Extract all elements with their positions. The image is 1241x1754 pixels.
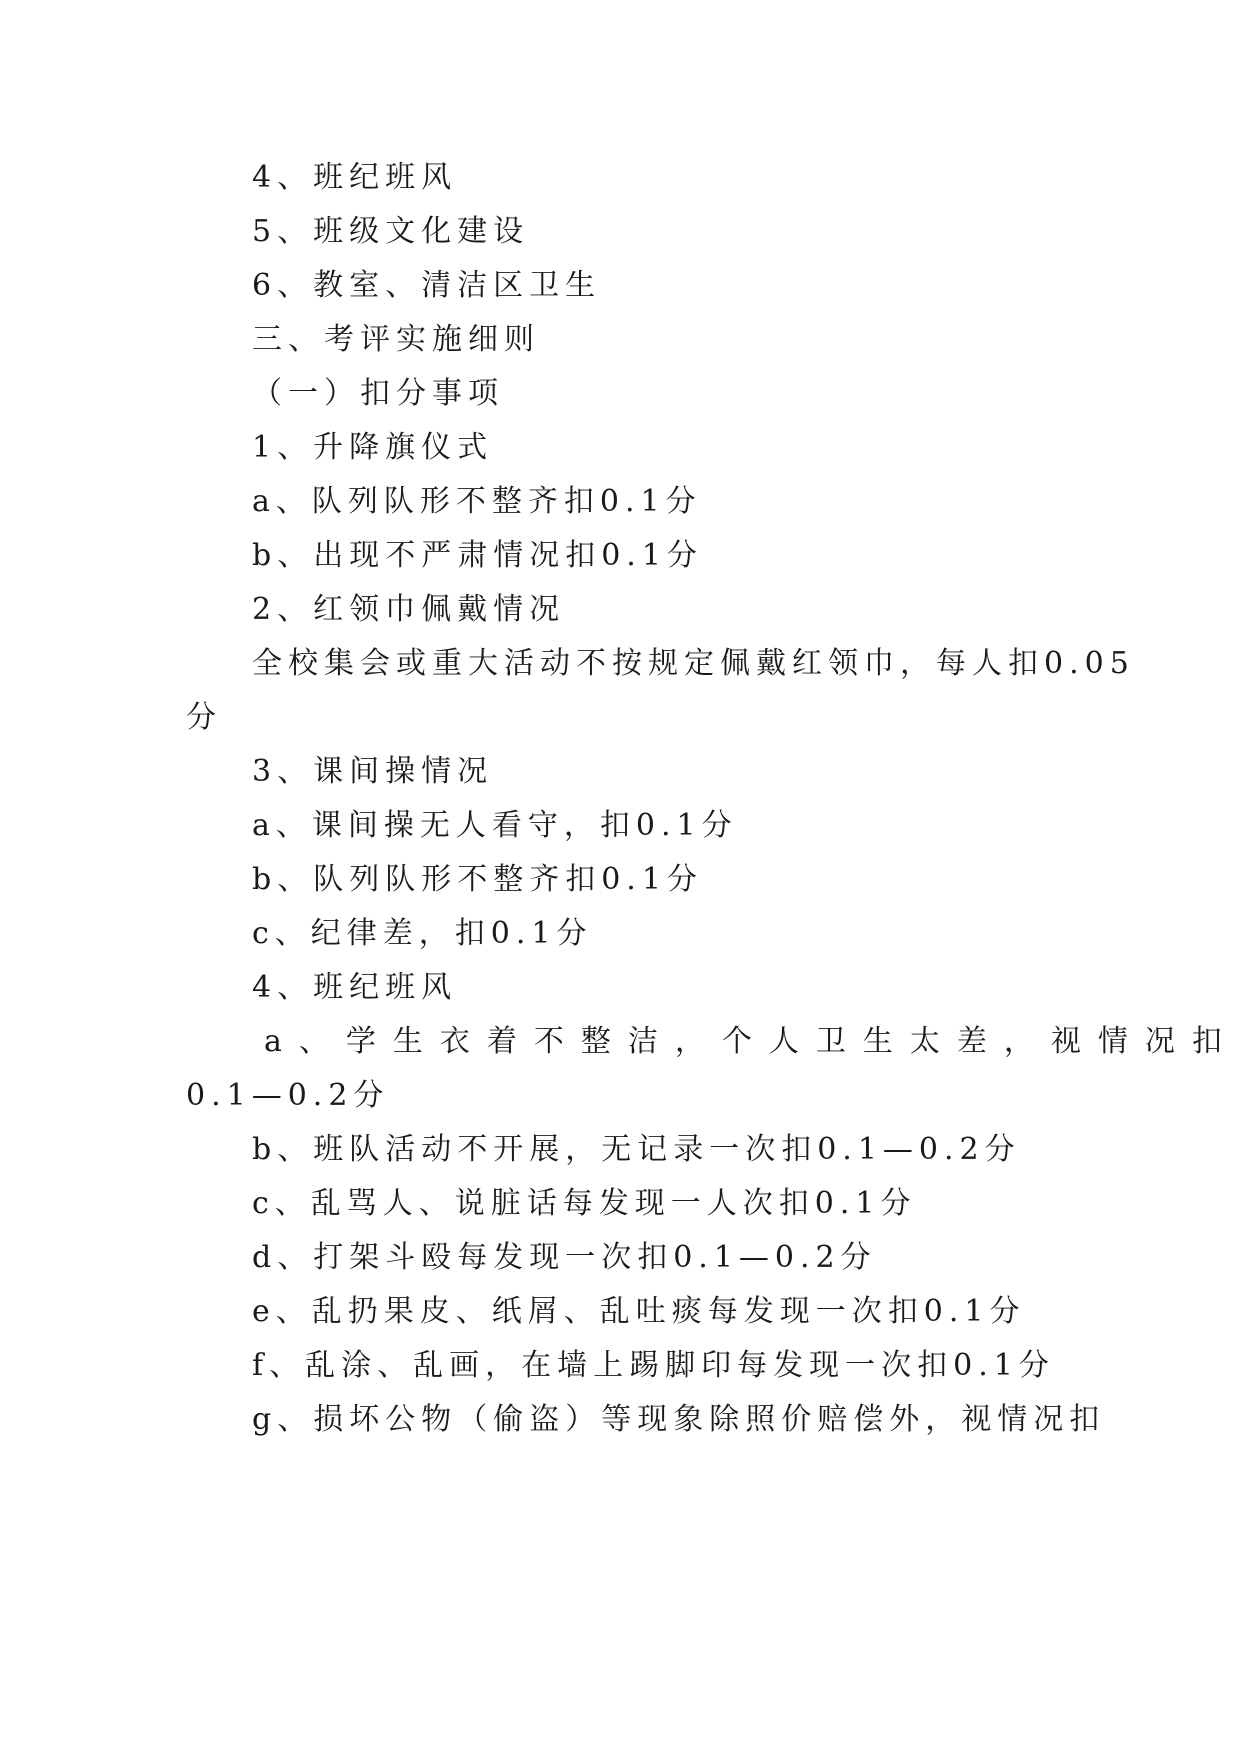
section-heading-evaluation-rules: 三、考评实施细则 — [252, 322, 540, 357]
rule-text: b、班队活动不开展，无记录一次扣0.1—0.2分 — [252, 1132, 1021, 1167]
rule-text: e、乱扔果皮、纸屑、乱吐痰每发现一次扣0.1分 — [252, 1294, 1026, 1329]
rule-text: a、学生衣着不整洁，个人卫生太差，视情况扣 — [264, 1024, 1239, 1059]
item-heading-red-scarf: 2、红领巾佩戴情况 — [252, 592, 566, 627]
rule-text: a、队列队形不整齐扣0.1分 — [252, 484, 702, 519]
heading-class-culture: 5、班级文化建设 — [252, 214, 530, 249]
rule-text-continuation: 分 — [186, 700, 222, 735]
item-heading-class-discipline: 4、班纪班风 — [252, 970, 458, 1005]
rule-text: f、乱涂、乱画，在墙上踢脚印每发现一次扣0.1分 — [252, 1348, 1055, 1383]
rule-text: c、乱骂人、说脏话每发现一人次扣0.1分 — [252, 1186, 917, 1221]
heading-class-discipline: 4、班纪班风 — [252, 160, 458, 195]
rule-text: a、课间操无人看守，扣0.1分 — [252, 808, 738, 843]
rule-text: d、打架斗殴每发现一次扣0.1—0.2分 — [252, 1240, 877, 1275]
rule-text: g、损坏公物（偷盗）等现象除照价赔偿外，视情况扣 — [252, 1402, 1106, 1437]
rule-text: b、出现不严肃情况扣0.1分 — [252, 538, 703, 573]
subsection-heading-deductions: （一）扣分事项 — [252, 376, 504, 411]
rule-text: 全校集会或重大活动不按规定佩戴红领巾，每人扣0.05 — [252, 646, 1135, 681]
item-heading-flag-ceremony: 1、升降旗仪式 — [252, 430, 494, 465]
rule-text: b、队列队形不整齐扣0.1分 — [252, 862, 703, 897]
heading-classroom-hygiene: 6、教室、清洁区卫生 — [252, 268, 602, 303]
item-heading-recess-exercise: 3、课间操情况 — [252, 754, 494, 789]
rule-text: c、纪律差，扣0.1分 — [252, 916, 593, 951]
rule-text-continuation: 0.1—0.2分 — [186, 1078, 390, 1113]
